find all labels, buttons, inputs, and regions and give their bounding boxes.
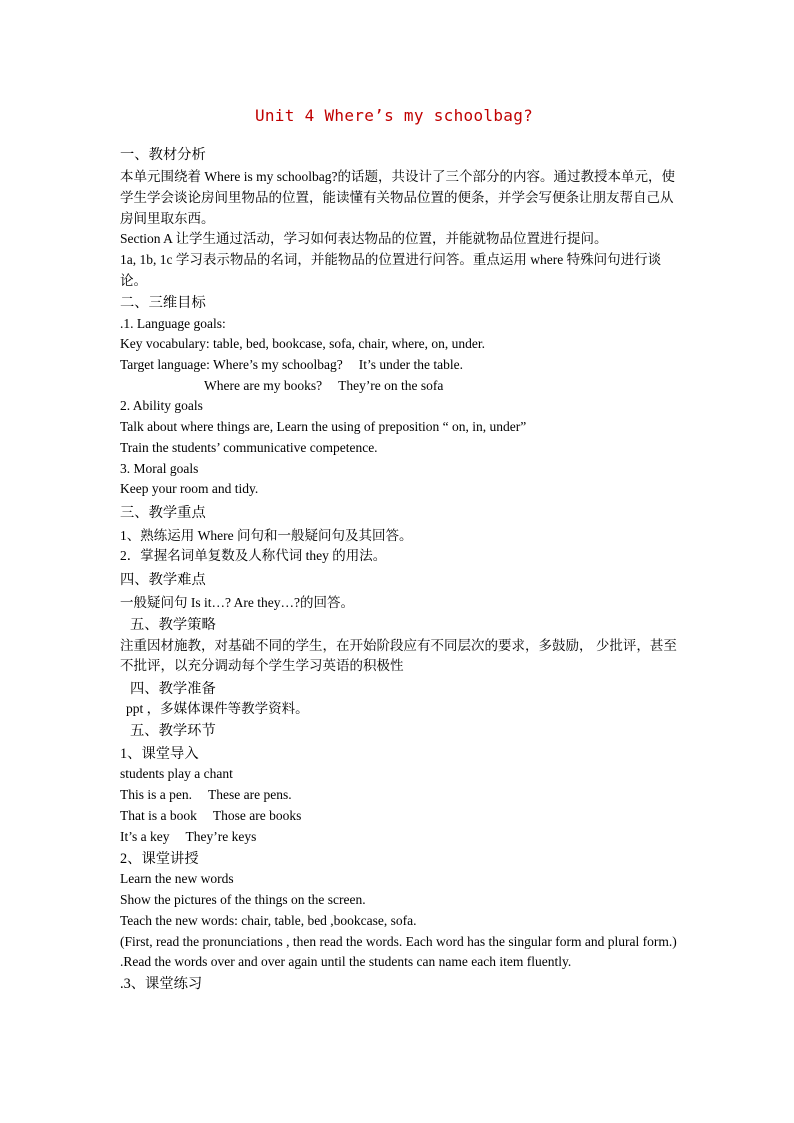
teaching-line-2: Show the pictures of the things on the screen. — [120, 892, 366, 908]
chant-pair-2 — [120, 806, 680, 827]
goal-language-heading: .1. Language goals: — [120, 315, 226, 331]
document-body — [120, 143, 680, 995]
teaching-line-4: (First, read the pronunciations , then read the words. Each word has the singular form and plural form.) — [120, 933, 677, 949]
section-heading-goals: 二、三维目标 — [120, 294, 206, 311]
subheading-lead-in: 1、课堂导入 — [120, 745, 199, 762]
goal-ability-line-2: Train the students’ communicative competence. — [120, 439, 378, 455]
teaching-line-5: .Read the words over and over again until the students can name each item fluently. — [120, 954, 572, 970]
section-heading-difficulties: 四、教学难点 — [120, 572, 206, 589]
difficulty-line-1: 一般疑问句 Is it…? Are they…?的回答。 — [120, 594, 354, 610]
preparation-line: ppt ，多媒体课件等教学资料。 — [126, 701, 309, 717]
subheading-practice: .3、课堂练习 — [120, 976, 203, 993]
chant-singular-1: This is a pen. — [120, 787, 192, 803]
subheading-teaching: 2、课堂讲授 — [120, 850, 199, 867]
chant-plural-1: These are pens. — [208, 787, 292, 803]
paragraph-unit-overview: 本单元围绕着 Where is my schoolbag?的话题，共设计了三个部分的内容。通过教授本单元，使学生学会谈论房间里物品的位置，能读懂有关物品位置的便条，并学会写便条让朋友帮自己从房间里取东西。 — [120, 169, 675, 226]
goal-moral-heading: 3. Moral goals — [120, 460, 199, 476]
target-language-question-1: Target language: Where’s my schoolbag? — [120, 357, 343, 373]
target-language-line-2 — [120, 376, 680, 397]
target-language-question-2: Where are my books? — [204, 377, 323, 393]
key-vocabulary-line: Key vocabulary: table, bed, bookcase, sofa, chair, where, on, under. — [120, 336, 485, 352]
key-point-2: 2．掌握名词单复数及人称代词 they 的用法。 — [120, 548, 387, 564]
chant-plural-2: Those are books — [212, 807, 302, 823]
target-language-line-1 — [120, 355, 680, 376]
goal-ability-heading: 2. Ability goals — [120, 398, 203, 414]
document-title: Unit 4 Where’s my schoolbag? — [254, 106, 534, 125]
chant-plural-3: They’re keys — [185, 828, 257, 844]
paragraph-1a-1b-1c: 1a, 1b, 1c 学习表示物品的名词，并能物品的位置进行问答。重点运用 where 特殊问句进行谈论。 — [120, 252, 662, 288]
chant-singular-3: It’s a key — [120, 828, 170, 844]
strategy-paragraph: 注重因材施教，对基础不同的学生，在开始阶段应有不同层次的要求，多鼓励， 少批评，甚至不批评，以充分调动每个学生学习英语的积极性 — [120, 637, 677, 674]
target-language-answer-1: It’s under the table. — [358, 357, 463, 373]
section-heading-textbook-analysis: 一、教材分析 — [120, 146, 206, 163]
chant-pair-1 — [120, 785, 680, 806]
chant-singular-2: That is a book — [120, 807, 197, 823]
goal-moral-line-1: Keep your room and tidy. — [120, 481, 259, 497]
teaching-line-3: Teach the new words: chair, table, bed ,bookcase, sofa. — [120, 912, 417, 928]
section-heading-preparation: 四、教学准备 — [130, 680, 216, 697]
target-language-answer-2: They’re on the sofa — [338, 377, 444, 393]
paragraph-section-a: Section A 让学生通过活动，学习如何表达物品的位置，并能就物品位置进行提问。 — [120, 231, 608, 247]
section-heading-procedure: 五、教学环节 — [130, 723, 216, 740]
section-heading-key-points: 三、教学重点 — [120, 504, 206, 521]
key-point-1: 1、熟练运用 Where 问句和一般疑问句及其回答。 — [120, 527, 413, 543]
goal-ability-line-1: Talk about where things are, Learn the using of preposition “ on, in, under” — [120, 419, 527, 435]
chant-pair-3 — [120, 827, 680, 848]
section-heading-strategy: 五、教学策略 — [130, 616, 216, 633]
teaching-line-1: Learn the new words — [120, 871, 234, 887]
chant-line: students play a chant — [120, 766, 233, 782]
